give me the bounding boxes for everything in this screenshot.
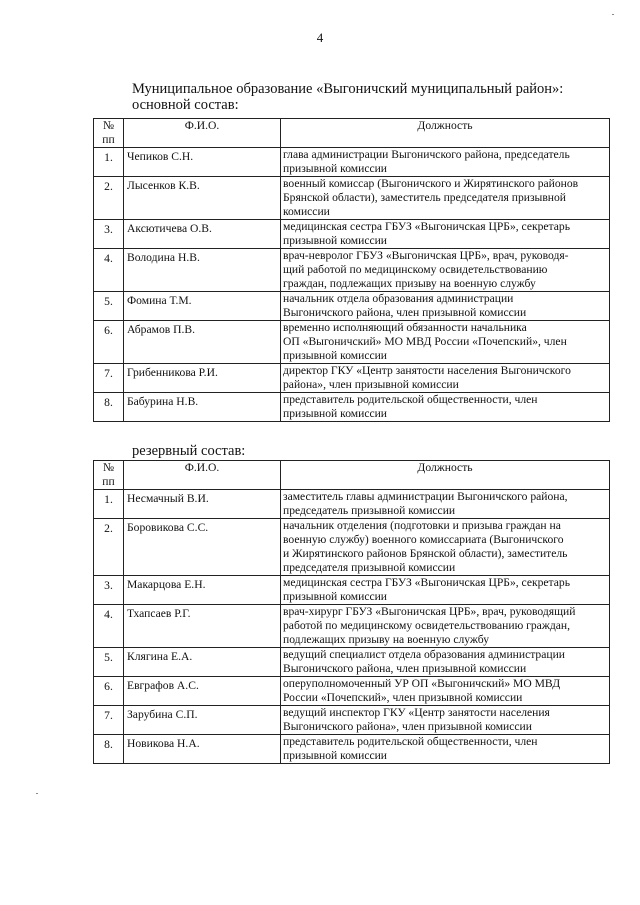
table-row xyxy=(94,321,610,364)
heading-line-1: Муниципальное образование «Выгоничский муниципальный район»: xyxy=(132,81,564,97)
position-line: временно исполняющий обязанности начальника xyxy=(283,321,527,334)
member-position xyxy=(281,220,610,249)
table-row xyxy=(94,292,610,321)
member-position xyxy=(281,490,610,519)
position-line: Выгоничского района, член призывной комиссии xyxy=(283,662,527,675)
position-line: призывной комиссии xyxy=(283,749,388,762)
member-position xyxy=(281,249,610,292)
row-number: 1. xyxy=(94,490,124,519)
table-row xyxy=(94,735,610,764)
table-row xyxy=(94,220,610,249)
member-position xyxy=(281,519,610,576)
table-header-row xyxy=(94,119,610,148)
position-line: ведущий специалист отдела образования администрации xyxy=(283,648,565,661)
position-line: щий работой по медицинскому освидетельствованию xyxy=(283,263,548,276)
member-name: Абрамов П.В. xyxy=(124,321,281,364)
col-header-position: Должность xyxy=(281,119,610,148)
member-name: Зарубина С.П. xyxy=(124,706,281,735)
member-name: Боровикова С.С. xyxy=(124,519,281,576)
position-line: представитель родительской общественности, член xyxy=(283,393,538,406)
position-line: граждан, подлежащих призыву на военную службу xyxy=(283,277,536,290)
position-line: заместитель главы администрации Выгоничского района, xyxy=(283,490,568,503)
member-position xyxy=(281,148,610,177)
position-line: призывной комиссии xyxy=(283,234,388,247)
row-number: 6. xyxy=(94,321,124,364)
row-number: 2. xyxy=(94,177,124,220)
position-line: ОП «Выгоничский» МО МВД России «Почепский», член xyxy=(283,335,567,348)
member-name: Макарцова Е.Н. xyxy=(124,576,281,605)
position-line: врач-невролог ГБУЗ «Выгоничская ЦРБ», врач, руководя- xyxy=(283,249,569,262)
table-row xyxy=(94,490,610,519)
position-line: подлежащих призыву на военную службу xyxy=(283,633,490,646)
row-number: 2. xyxy=(94,519,124,576)
position-line: России «Почепский», член призывной комиссии xyxy=(283,691,523,704)
member-name: Чепиков С.Н. xyxy=(124,148,281,177)
table-row xyxy=(94,364,610,393)
col-header-name: Ф.И.О. xyxy=(124,461,281,490)
table-row xyxy=(94,677,610,706)
table-row xyxy=(94,393,610,422)
member-position xyxy=(281,292,610,321)
scan-speck xyxy=(612,14,614,15)
main-members-table xyxy=(93,118,610,422)
table-header-row xyxy=(94,461,610,490)
position-line: медицинская сестра ГБУЗ «Выгоничская ЦРБ», секретарь xyxy=(283,220,570,233)
position-line: глава администрации Выгоничского района, председатель xyxy=(283,148,570,161)
position-line: Брянской области), заместитель председателя призывной xyxy=(283,191,566,204)
member-name: Тхапсаев Р.Г. xyxy=(124,605,281,648)
reserve-heading: резервный состав: xyxy=(132,443,246,459)
col-header-position: Должность xyxy=(281,461,610,490)
position-line: призывной комиссии xyxy=(283,590,388,603)
member-position xyxy=(281,177,610,220)
scan-speck xyxy=(36,793,38,794)
table-row xyxy=(94,576,610,605)
position-line: призывной комиссии xyxy=(283,407,388,420)
table-row xyxy=(94,519,610,576)
member-position xyxy=(281,677,610,706)
position-line: района», член призывной комиссии xyxy=(283,378,459,391)
row-number: 7. xyxy=(94,364,124,393)
member-name: Аксютичева О.В. xyxy=(124,220,281,249)
position-line: медицинская сестра ГБУЗ «Выгоничская ЦРБ», секретарь xyxy=(283,576,570,589)
row-number: 4. xyxy=(94,605,124,648)
member-position xyxy=(281,393,610,422)
row-number: 5. xyxy=(94,648,124,677)
page-number: 4 xyxy=(316,30,324,45)
row-number: 1. xyxy=(94,148,124,177)
member-position xyxy=(281,605,610,648)
reserve-members-table xyxy=(93,460,610,764)
member-name: Новикова Н.А. xyxy=(124,735,281,764)
position-line: призывной комиссии xyxy=(283,162,388,175)
table-row xyxy=(94,249,610,292)
member-name: Грибенникова Р.И. xyxy=(124,364,281,393)
position-line: призывной комиссии xyxy=(283,349,388,362)
position-line: председателя призывной комиссии xyxy=(283,561,456,574)
position-line: военную службу) военного комиссариата (Выгоничского xyxy=(283,533,564,546)
member-position xyxy=(281,364,610,393)
table-row xyxy=(94,177,610,220)
member-name: Евграфов А.С. xyxy=(124,677,281,706)
position-line: председатель призывной комиссии xyxy=(283,504,456,517)
position-line: оперуполномоченный УР ОП «Выгоничский» МО МВД xyxy=(283,677,561,690)
member-name: Лысенков К.В. xyxy=(124,177,281,220)
heading-line-2: основной состав: xyxy=(132,97,239,113)
table-row xyxy=(94,148,610,177)
position-line: Выгоничского района, член призывной комиссии xyxy=(283,306,527,319)
table-row xyxy=(94,648,610,677)
member-position xyxy=(281,706,610,735)
col-header-number: № пп xyxy=(94,119,124,148)
member-position xyxy=(281,648,610,677)
position-line: ведущий инспектор ГКУ «Центр занятости населения xyxy=(283,706,550,719)
member-name: Володина Н.В. xyxy=(124,249,281,292)
position-line: комиссии xyxy=(283,205,330,218)
row-number: 3. xyxy=(94,220,124,249)
row-number: 6. xyxy=(94,677,124,706)
position-line: военный комиссар (Выгоничского и Жирятинского районов xyxy=(283,177,579,190)
row-number: 8. xyxy=(94,393,124,422)
position-line: начальник отделения (подготовки и призыва граждан на xyxy=(283,519,561,532)
col-header-name: Ф.И.О. xyxy=(124,119,281,148)
position-line: и Жирятинского районов Брянской области), заместитель xyxy=(283,547,568,560)
position-line: представитель родительской общественности, член xyxy=(283,735,538,748)
row-number: 3. xyxy=(94,576,124,605)
col-header-number: № пп xyxy=(94,461,124,490)
member-position xyxy=(281,735,610,764)
row-number: 7. xyxy=(94,706,124,735)
member-name: Несмачный В.И. xyxy=(124,490,281,519)
section-heading xyxy=(132,81,563,113)
member-name: Клягина Е.А. xyxy=(124,648,281,677)
position-line: врач-хирург ГБУЗ «Выгоничская ЦРБ», врач, руководящий xyxy=(283,605,576,618)
row-number: 8. xyxy=(94,735,124,764)
table-row xyxy=(94,706,610,735)
table-row xyxy=(94,605,610,648)
position-line: директор ГКУ «Центр занятости населения Выгоничского xyxy=(283,364,571,377)
position-line: работой по медицинскому освидетельствованию граждан, xyxy=(283,619,570,632)
member-position xyxy=(281,321,610,364)
member-name: Бабурина Н.В. xyxy=(124,393,281,422)
row-number: 4. xyxy=(94,249,124,292)
member-position xyxy=(281,576,610,605)
position-line: начальник отдела образования администрации xyxy=(283,292,514,305)
row-number: 5. xyxy=(94,292,124,321)
position-line: Выгоничского района», член призывной комиссии xyxy=(283,720,532,733)
member-name: Фомина Т.М. xyxy=(124,292,281,321)
